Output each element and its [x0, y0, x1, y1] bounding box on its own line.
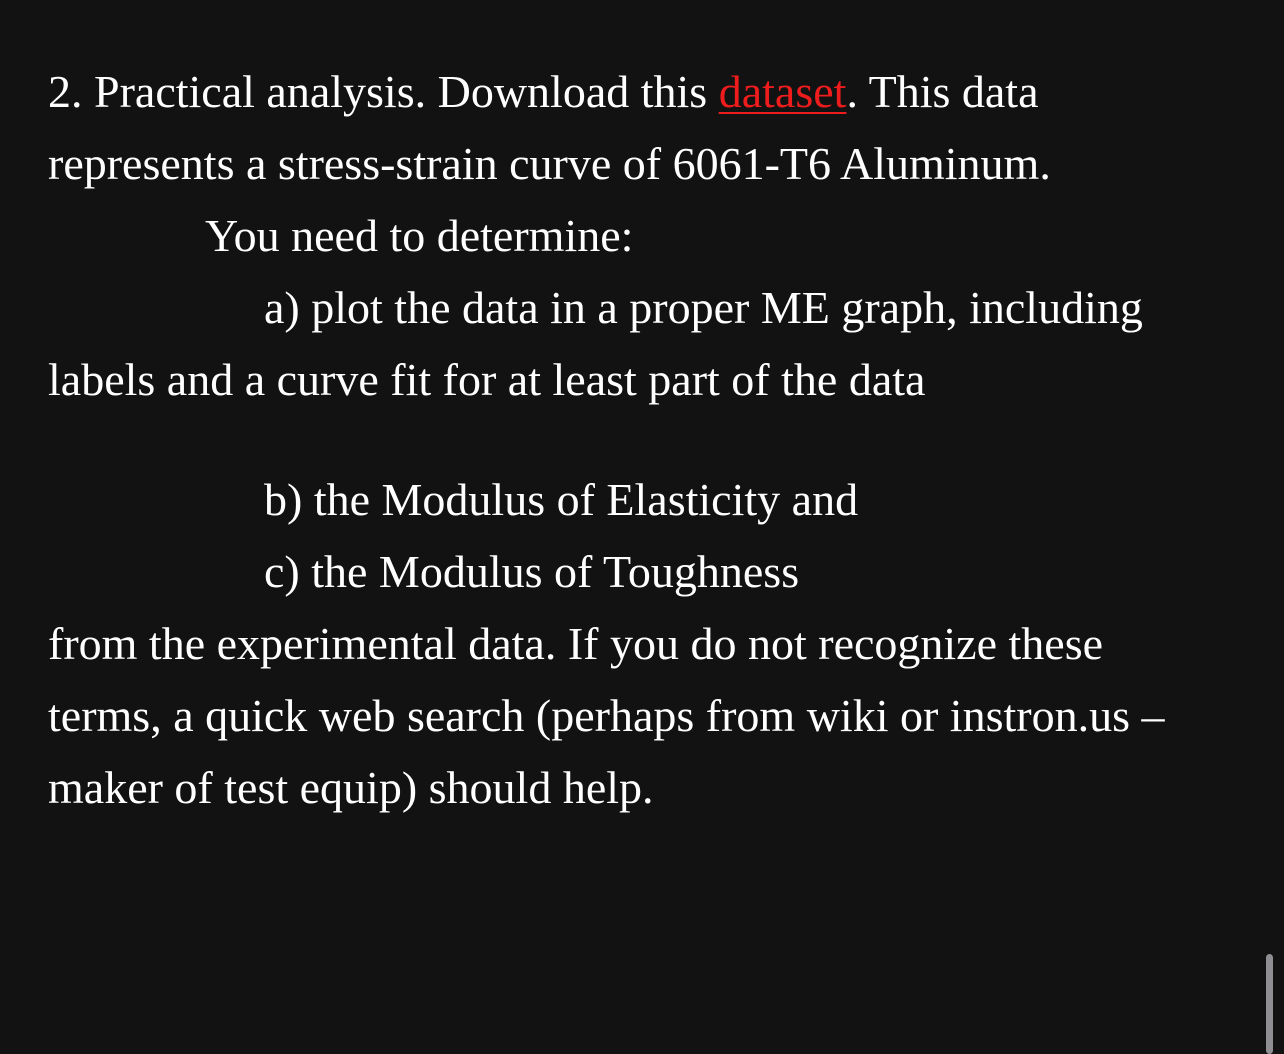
outro-line-3: maker of test equip) should help.: [48, 762, 654, 813]
paragraph-gap: [48, 416, 1248, 464]
question-text: [48, 56, 1248, 824]
intro-text-after-link: . This data: [846, 66, 1039, 117]
item-a-line-2: labels and a curve fit for at least part of the data: [48, 354, 926, 405]
outro-line-1: from the experimental data. If you do not recognize these: [48, 618, 1104, 669]
item-a-line-1: a) plot the data in a proper ME graph, including: [264, 282, 1143, 333]
instruction-line: You need to determine:: [205, 210, 634, 261]
dataset-link[interactable]: dataset: [718, 66, 847, 117]
outro-line-2: terms, a quick web search (perhaps from wiki or instron.us –: [48, 690, 1165, 741]
intro-line-2: represents a stress-strain curve of 6061-T6 Aluminum.: [48, 138, 1051, 189]
item-c-line: c) the Modulus of Toughness: [264, 546, 800, 597]
intro-line-1: [48, 56, 1248, 128]
intro-text-before-link: 2. Practical analysis. Download this: [48, 66, 719, 117]
vertical-scrollbar[interactable]: [1266, 954, 1273, 1054]
item-b-line: b) the Modulus of Elasticity and: [264, 474, 859, 525]
